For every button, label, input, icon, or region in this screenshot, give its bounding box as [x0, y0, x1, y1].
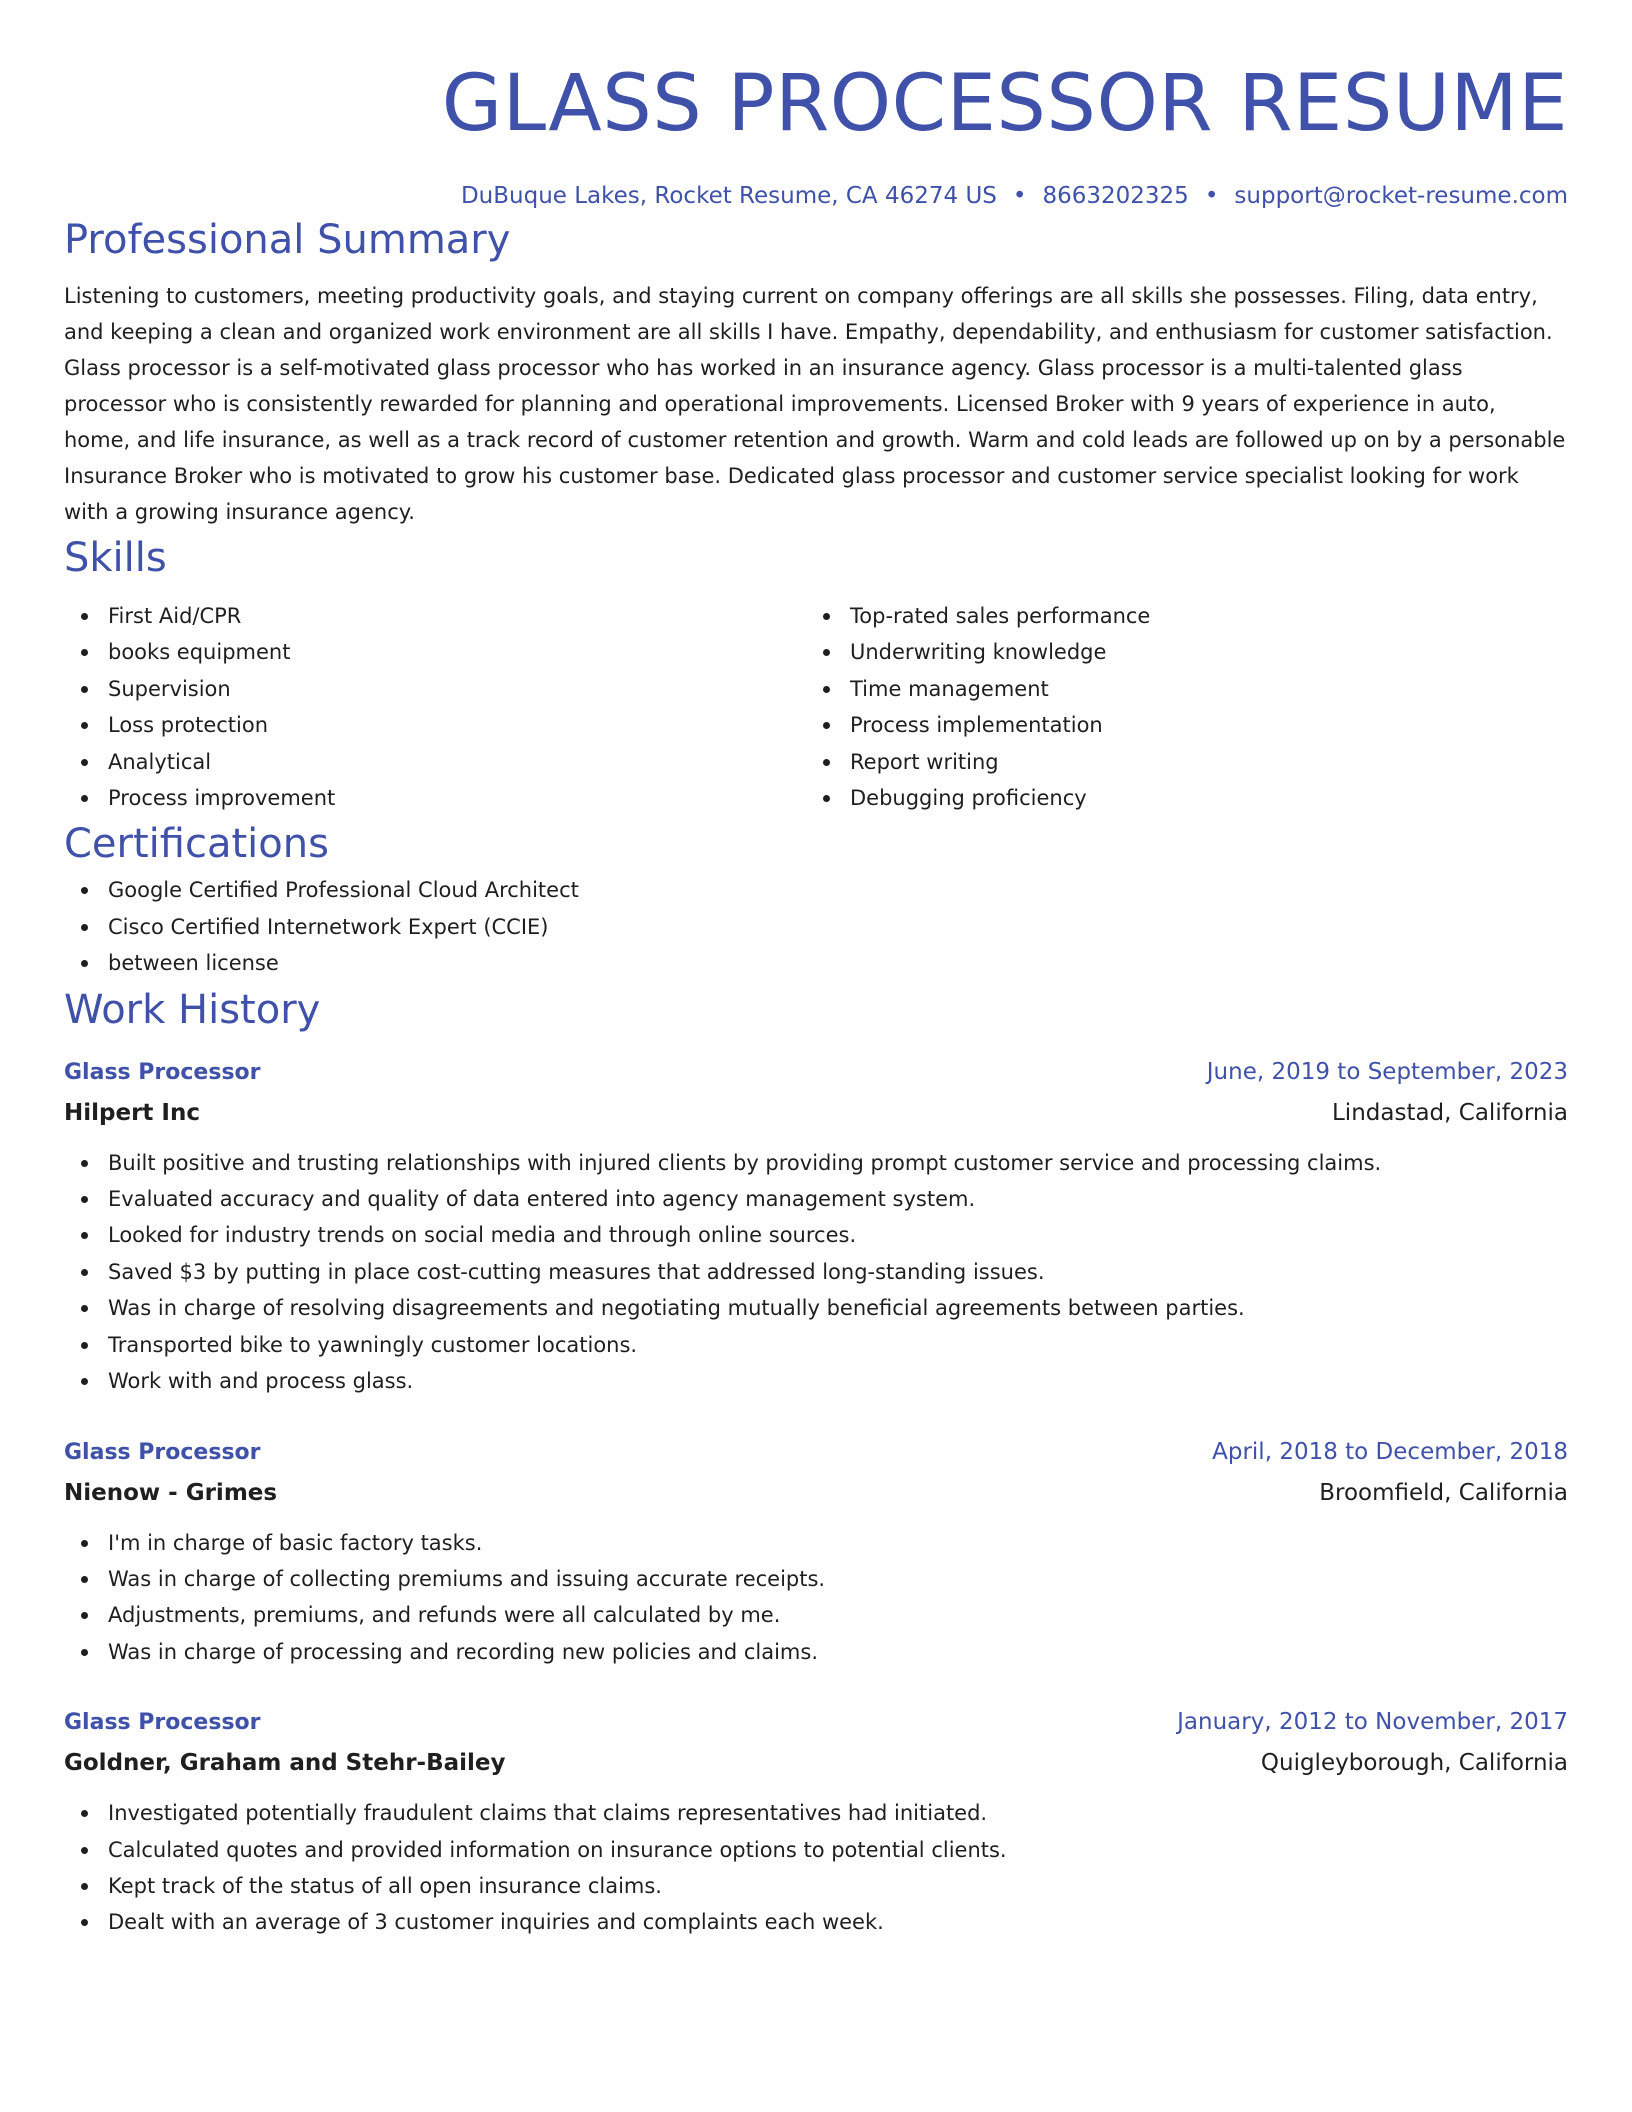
resume-page — [64, 0, 1568, 1941]
job-location: Broomfield, California — [1319, 1479, 1568, 1506]
summary-text: Listening to customers, meeting productivity goals, and staying current on company offerings are all skills she possesses. Filing, data entry, and keeping a clean and organized work environment are all skills I have. Empathy, dependability, and enthusiasm for customer satisfaction. Glass processor is a self-motivated glass processor who has worked in an insurance agency. Glass processor is a multi-talented glass processor who is consistently rewarded for planning and operational improvements. Licensed Broker with 9 years of experience in auto, home, and life insurance, as well as a track record of customer retention and growth. Warm and cold leads are followed up on by a personable Insurance Broker who is motivated to grow his customer base. Dedicated glass processor and customer service specialist looking for work with a growing insurance agency. — [64, 284, 1566, 524]
job-duty: Calculated quotes and provided information on insurance options to potential clients. — [64, 1832, 1568, 1868]
work-history-heading: Work History — [64, 986, 321, 1033]
job-location: Quigleyborough, California — [1260, 1750, 1568, 1777]
job-dates: January, 2012 to November, 2017 — [1177, 1709, 1568, 1736]
skill-item: books equipment — [64, 634, 806, 670]
job-duty: Evaluated accuracy and quality of data entered into agency management system. — [64, 1181, 1568, 1217]
certifications-list — [64, 872, 1568, 981]
job-title-row — [64, 1052, 1568, 1093]
job-dates: June, 2019 to September, 2023 — [1206, 1058, 1568, 1085]
job-title: Glass Processor — [64, 1439, 261, 1465]
skill-item: Analytical — [64, 744, 806, 780]
resume-name: GLASS PROCESSOR RESUME — [441, 59, 1568, 149]
skill-item: Report writing — [806, 744, 1548, 780]
job-entry — [64, 1432, 1568, 1671]
job-entry — [64, 1052, 1568, 1400]
job-duty: Saved $3 by putting in place cost-cutting measures that addressed long-standing issues. — [64, 1254, 1568, 1290]
contact-separator: • — [1204, 183, 1219, 209]
job-duty: Was in charge of resolving disagreements and negotiating mutually beneficial agreements between parties. — [64, 1290, 1568, 1326]
job-company-row — [64, 1093, 1568, 1133]
job-title: Glass Processor — [64, 1710, 261, 1736]
job-duty: Transported bike to yawningly customer locations. — [64, 1327, 1568, 1363]
job-duty: Investigated potentially fraudulent claims that claims representatives had initiated. — [64, 1795, 1568, 1831]
job-company-row — [64, 1473, 1568, 1513]
job-company: Nienow - Grimes — [64, 1479, 278, 1506]
skill-item: Debugging proficiency — [806, 780, 1548, 816]
skills-columns — [64, 598, 1568, 816]
job-duties-list — [64, 1795, 1568, 1941]
job-location: Lindastad, California — [1331, 1099, 1568, 1126]
job-company-row — [64, 1743, 1568, 1783]
job-duty: Was in charge of collecting premiums and issuing accurate receipts. — [64, 1561, 1568, 1597]
job-duty: Dealt with an average of 3 customer inquiries and complaints each week. — [64, 1904, 1568, 1940]
skill-item: Process implementation — [806, 707, 1548, 743]
job-duty: I'm in charge of basic factory tasks. — [64, 1525, 1568, 1561]
skill-item: First Aid/CPR — [64, 598, 806, 634]
skill-item: Top-rated sales performance — [806, 598, 1548, 634]
job-duties-list — [64, 1145, 1568, 1400]
job-duty: Work with and process glass. — [64, 1363, 1568, 1399]
contact-email: support@rocket-resume.com — [1234, 183, 1568, 209]
job-company: Hilpert Inc — [64, 1099, 200, 1126]
job-duties-list — [64, 1525, 1568, 1671]
job-duty: Looked for industry trends on social media and through online sources. — [64, 1217, 1568, 1253]
skill-item: Time management — [806, 671, 1548, 707]
contact-line — [64, 180, 1568, 212]
certification-item: Cisco Certified Internetwork Expert (CCIE) — [64, 909, 1568, 945]
contact-separator: • — [1012, 183, 1027, 209]
skills-list-right — [806, 598, 1548, 816]
job-dates: April, 2018 to December, 2018 — [1212, 1438, 1568, 1465]
skills-heading: Skills — [64, 535, 167, 581]
job-company: Goldner, Graham and Stehr-Bailey — [64, 1750, 506, 1777]
skill-item: Process improvement — [64, 780, 806, 816]
contact-address: DuBuque Lakes, Rocket Resume, CA 46274 US — [460, 183, 997, 209]
skill-item: Loss protection — [64, 707, 806, 743]
skill-item: Supervision — [64, 671, 806, 707]
job-entry — [64, 1702, 1568, 1941]
job-duty: Built positive and trusting relationships with injured clients by providing prompt customer service and processing claims. — [64, 1145, 1568, 1181]
contact-phone: 8663202325 — [1042, 183, 1189, 209]
job-duty: Was in charge of processing and recording new policies and claims. — [64, 1634, 1568, 1670]
certification-item: Google Certified Professional Cloud Architect — [64, 872, 1568, 908]
job-title: Glass Processor — [64, 1059, 261, 1085]
job-duty: Adjustments, premiums, and refunds were all calculated by me. — [64, 1597, 1568, 1633]
summary-heading: Professional Summary — [64, 217, 511, 263]
skill-item: Underwriting knowledge — [806, 634, 1548, 670]
certifications-heading: Certifications — [64, 821, 329, 868]
job-duty: Kept track of the status of all open insurance claims. — [64, 1868, 1568, 1904]
job-title-row — [64, 1432, 1568, 1473]
job-title-row — [64, 1702, 1568, 1743]
skills-list-left — [64, 598, 806, 816]
certification-item: between license — [64, 945, 1568, 981]
